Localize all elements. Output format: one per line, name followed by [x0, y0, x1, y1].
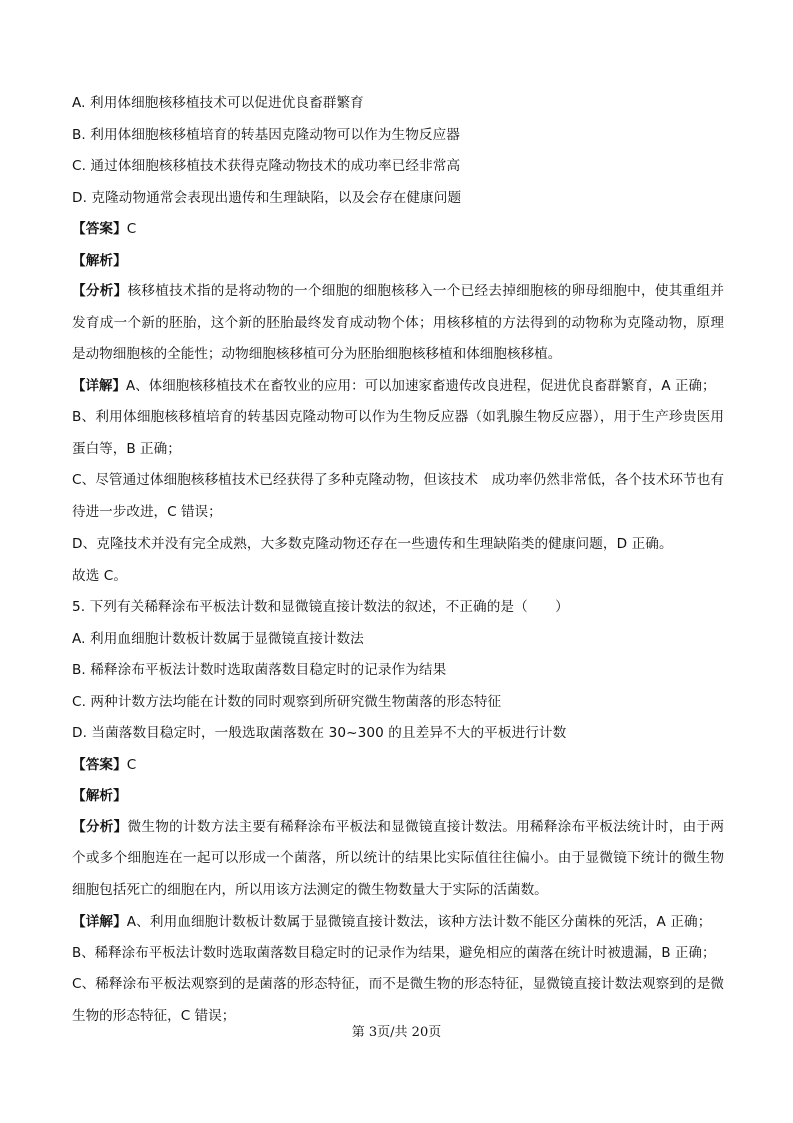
q5-jiexi-tag: 【解析】 [72, 788, 127, 804]
q5-jiexi-line [72, 785, 724, 807]
q4-answer-line [72, 218, 724, 240]
q5-analysis-text: 微生物的计数方法主要有稀释涂布平板法和显微镜直接计数法。用稀释涂布平板法统计时，由于两个或多个细胞连在一起可以形成一个菌落，所以统计的结果比实际值往往偏小。由于显微镜下统计的微生物细胞包括死亡的细胞在内，所以用该方法测定的微生物数量大于实际的活菌数。 [72, 818, 724, 898]
q4-detail-b: B、利用体细胞核移植培育的转基因克隆动物可以作为生物反应器（如乳腺生物反应器），用于生产珍贵医用蛋白等，B 正确； [72, 409, 724, 457]
page-footer: 第 3页/共 20页 [351, 1025, 442, 1040]
q4-jiexi-tag: 【解析】 [72, 252, 127, 269]
q4-analysis-text: 核移植技术指的是将动物的一个细胞的细胞核移入一个已经去掉细胞核的卵母细胞中，使其重组并发育成一个新的胚胎，这个新的胚胎最终发育成动物个体；用核移植的方法得到的动物称为克隆动物，原理是动物细胞核的全能性；动物细胞核移植可分为胚胎细胞核移植和体细胞核移植。 [72, 283, 724, 363]
q5-answer: C [126, 756, 137, 773]
q5-answer-tag: 【答案】 [72, 756, 127, 773]
q4-analysis-paragraph [72, 276, 724, 371]
q4-detail-a-text: A、体细胞核移植技术在畜牧业的应用：可以加速家畜遗传改良进程，促进优良畜群繁育，A 正确； [125, 378, 716, 394]
q5-option-c: C. 两种计数方法均能在计数的同时观察到所研究微生物菌落的形态特征 [72, 693, 502, 710]
q5-detail-a [72, 911, 724, 933]
q5-answer-line [72, 754, 724, 776]
q4-detail-tag: 【详解】 [72, 378, 126, 394]
page-content [72, 92, 724, 1037]
q5-analysis-paragraph [72, 812, 724, 907]
q5-detail-tag: 【详解】 [72, 914, 127, 930]
q5-detail-c: C、稀释涂布平板法观察到的是菌落的形态特征，而不是微生物的形态特征，显微镜直接计数法观察到的是微生物的形态特征，C 错误； [72, 976, 724, 1024]
q5-analysis-tag: 【分析】 [72, 818, 128, 835]
q5-option-d: D. 当菌落数目稳定时，一般选取菌落数在 30~300 的且差异不大的平板进行计数 [72, 725, 567, 741]
q5-detail-b: B、稀释涂布平板法计数时选取菌落数目稳定时的记录作为结果，避免相应的菌落在统计时被遗漏，B 正确； [72, 945, 716, 961]
q5-stem: 5. 下列有关稀释涂布平板法计数和显微镜直接计数法的叙述，不正确的是（ ） [72, 599, 569, 615]
q5-option-b: B. 稀释涂布平板法计数时选取菌落数目稳定时的记录作为结果 [72, 662, 447, 678]
q4-answer-tag: 【答案】 [72, 221, 127, 237]
q4-jiexi-line [72, 250, 724, 272]
q5-option-a: A. 利用血细胞计数板计数属于显微镜直接计数法 [72, 630, 364, 647]
q5-detail-a-text: A、利用血细胞计数板计数属于显微镜直接计数法，该种方法计数不能区分菌株的死活，A 正确； [126, 914, 712, 930]
q4-analysis-tag: 【分析】 [72, 283, 128, 300]
q4-detail-d: D、克隆技术并没有完全成熟，大多数克隆动物还存在一些遗传和生理缺陷类的健康问题，D 正确。 [72, 536, 673, 552]
q4-conclusion: 故选 C。 [72, 567, 128, 584]
q4-detail-a [72, 376, 724, 398]
q4-answer: C [126, 221, 137, 237]
q4-option-b: B. 利用体细胞核移植培育的转基因克隆动物可以作为生物反应器 [72, 126, 460, 143]
q4-option-a: A. 利用体细胞核移植技术可以促进优良畜群繁育 [72, 95, 364, 111]
q4-detail-c: C、尽管通过体细胞核移植技术已经获得了多种克隆动物，但该技术 成功率仍然非常低，各个技术环节也有待进一步改进，C 错误； [72, 472, 724, 520]
q4-option-c: C. 通过体细胞核移植技术获得克隆动物技术的成功率已经非常高 [72, 158, 461, 174]
q4-option-d: D. 克隆动物通常会表现出遗传和生理缺陷，以及会存在健康问题 [72, 189, 462, 206]
